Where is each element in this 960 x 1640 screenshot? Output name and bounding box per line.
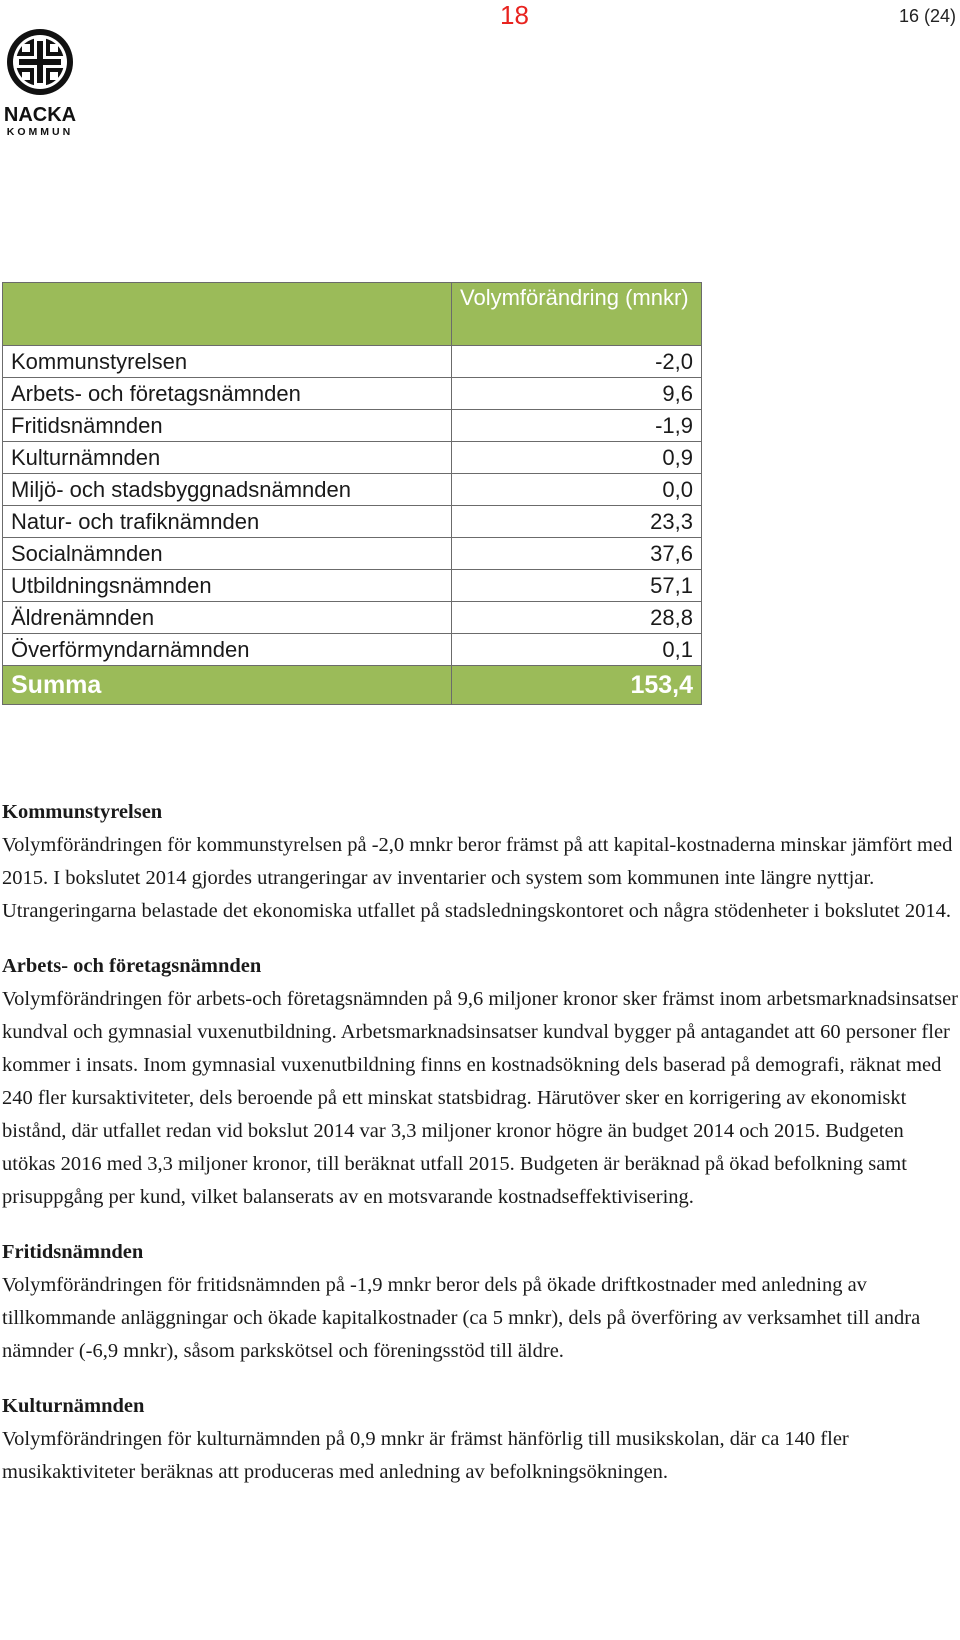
section-heading: Kulturnämnden	[2, 1395, 145, 1417]
section	[2, 1236, 958, 1368]
section-body: Volymförändringen för arbets-och företagsnämnden på 9,6 miljoner kronor sker främst inom arbetsmarknadsinsatser kundval och gymnasial vuxenutbildning. Arbetsmarknadsinsatser kundval bygger på antagandet att 60 personer fler kommer i insats. Inom gymnasial vuxenutbildning finns en kostnadsökning dels baserad på demografi, räknat med 240 fler kursaktiviteter, dels beroende på ett minskat statsbidrag. Härutöver sker en korrigering av ekonomiskt bistånd, där utfallet redan vid bokslut 2014 var 3,3 miljoner kronor högre än budget 2014 och 2015. Budgeten utökas 2016 med 3,3 miljoner kronor, till beräknat utfall 2015. Budgeten är beräknad på ökad befolkning samt prisuppgång per kund, vilket balanserats av en motsvarande kostnadseffektivisering.	[2, 988, 959, 1208]
row-value: 37,6	[452, 538, 702, 570]
row-label: Överförmyndarnämnden	[3, 634, 452, 666]
row-value: 0,9	[452, 442, 702, 474]
row-value: -2,0	[452, 346, 702, 378]
row-label: Utbildningsnämnden	[3, 570, 452, 602]
volume-change-table	[2, 282, 702, 705]
table-sum-row	[3, 666, 702, 705]
logo-subtitle: KOMMUN	[6, 126, 74, 138]
row-label: Äldrenämnden	[3, 602, 452, 634]
section-body: Volymförändringen för fritidsnämnden på -1,9 mnkr beror dels på ökade driftkostnader med anledning av tillkommande anläggningar och ökade kapitalkostnader (ca 5 mnkr), dels på överföring av verksamhet till andra nämnder (-6,9 mnkr), såsom parkskötsel och föreningsstöd till äldre.	[2, 1274, 921, 1362]
logo	[0, 28, 80, 140]
table-row	[3, 634, 702, 666]
row-value: 9,6	[452, 378, 702, 410]
section	[2, 1390, 958, 1489]
row-value: 23,3	[452, 506, 702, 538]
row-label: Socialnämnden	[3, 538, 452, 570]
table-row	[3, 570, 702, 602]
row-label: Arbets- och företagsnämnden	[3, 378, 452, 410]
section-body: Volymförändringen för kulturnämnden på 0,9 mnkr är främst hänförlig till musikskolan, där ca 140 fler musikaktiviteter beräknas att produceras med anledning av befolkningsökningen.	[2, 1428, 849, 1483]
logo-name: NACKA	[3, 104, 77, 126]
row-label: Natur- och trafiknämnden	[3, 506, 452, 538]
row-label: Miljö- och stadsbyggnadsnämnden	[3, 474, 452, 506]
table-header-row	[3, 283, 702, 346]
table-header-label-cell	[3, 283, 452, 346]
row-label: Kulturnämnden	[3, 442, 452, 474]
row-value: 28,8	[452, 602, 702, 634]
table-row	[3, 474, 702, 506]
section	[2, 796, 958, 928]
section-heading: Kommunstyrelsen	[2, 801, 163, 823]
table-row	[3, 410, 702, 442]
table-row	[3, 346, 702, 378]
document-body	[2, 796, 958, 1511]
page-number: 16 (24)	[898, 6, 956, 26]
page-marker: 18	[500, 0, 529, 30]
section-heading: Arbets- och företagsnämnden	[2, 955, 262, 977]
row-value: 57,1	[452, 570, 702, 602]
sum-label: Summa	[3, 666, 452, 705]
section	[2, 950, 958, 1214]
row-label: Kommunstyrelsen	[3, 346, 452, 378]
row-value: 0,0	[452, 474, 702, 506]
table-row	[3, 538, 702, 570]
row-value: -1,9	[452, 410, 702, 442]
row-value: 0,1	[452, 634, 702, 666]
table-row	[3, 602, 702, 634]
row-label: Fritidsnämnden	[3, 410, 452, 442]
section-body: Volymförändringen för kommunstyrelsen på -2,0 mnkr beror främst på att kapital-kostnaderna minskar jämfört med 2015. I bokslutet 2014 gjordes utrangeringar av inventarier och system som kommunen inte längre nyttjar. Utrangeringarna belastade det ekonomiska utfallet på stadsledningskontoret och några stödenheter i bokslutet 2014.	[2, 834, 953, 922]
table-header-value: Volymförändring (mnkr)	[452, 283, 702, 346]
table-row	[3, 506, 702, 538]
nacka-emblem-icon	[0, 28, 80, 108]
table-row	[3, 378, 702, 410]
section-heading: Fritidsnämnden	[2, 1241, 144, 1263]
sum-value: 153,4	[452, 666, 702, 705]
table-row	[3, 442, 702, 474]
